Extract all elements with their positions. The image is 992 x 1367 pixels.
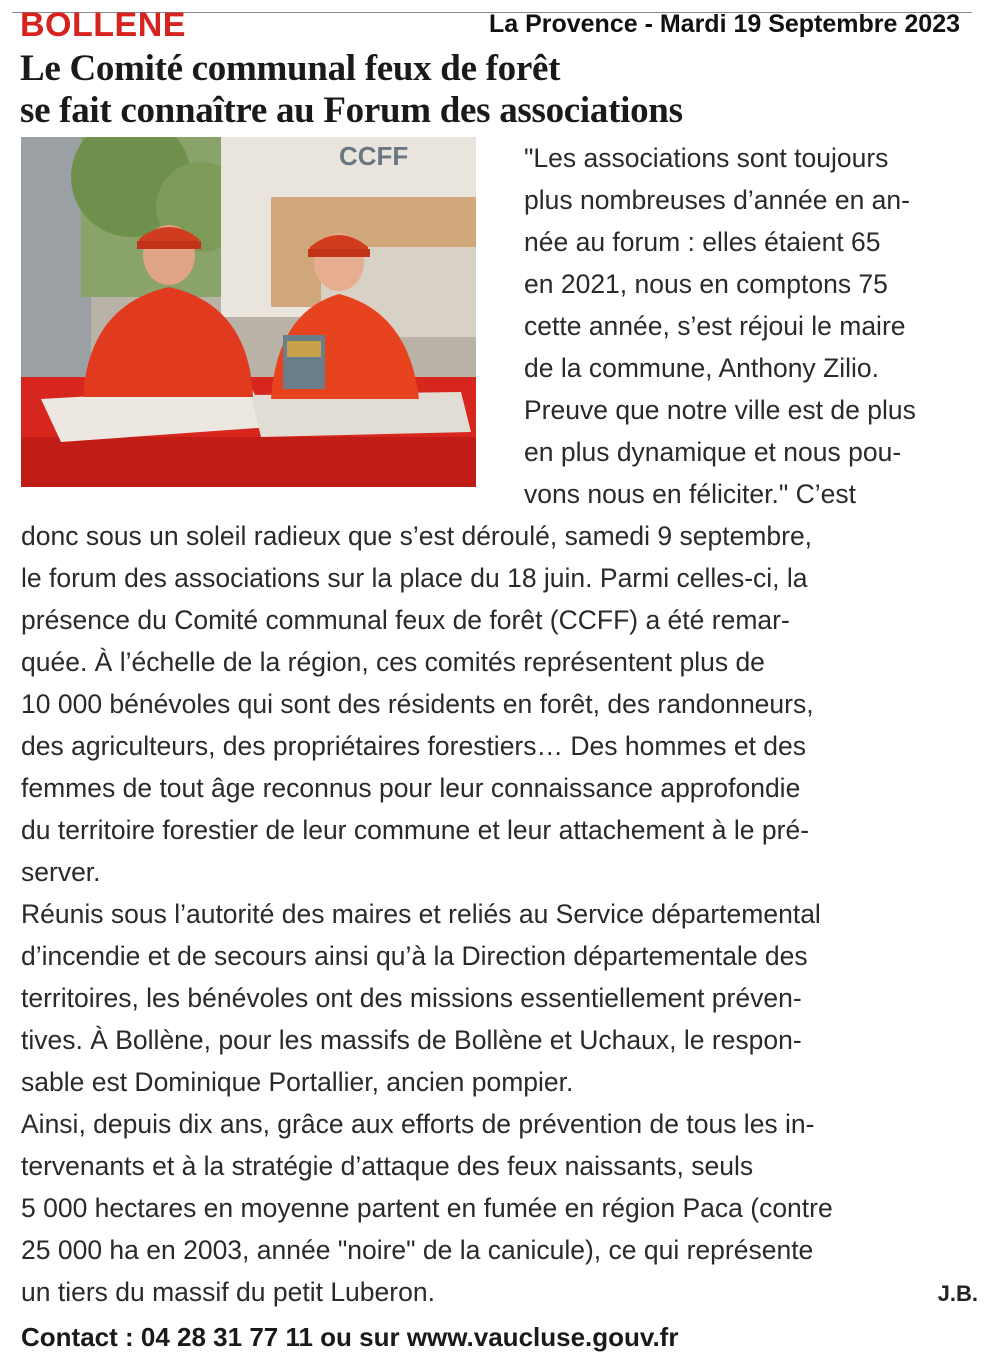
body-line: sable est Dominique Portallier, ancien pompier.: [21, 1067, 574, 1097]
body-line: présence du Comité communal feux de forêt (CCFF) a été remar-: [21, 605, 790, 635]
body-line: née au forum : elles étaient 65: [524, 227, 881, 257]
body-line: du territoire forestier de leur commune et leur attachement à le pré-: [21, 815, 810, 845]
body-line: cette année, s’est réjoui le maire: [524, 311, 906, 341]
body-line: vons nous en féliciter." C’est: [524, 479, 856, 509]
headline-line-2: se fait connaître au Forum des associations: [20, 90, 683, 131]
body-line: Preuve que notre ville est de plus: [524, 395, 916, 425]
body-line: femmes de tout âge reconnus pour leur connaissance approfondie: [21, 773, 801, 803]
body-line: territoires, les bénévoles ont des missions essentiellement préven-: [21, 983, 802, 1013]
body-line: des agriculteurs, des propriétaires forestiers… Des hommes et des: [21, 731, 807, 761]
body-line: Réunis sous l’autorité des maires et reliés au Service départemental: [21, 899, 821, 929]
body-line: 5 000 hectares en moyenne partent en fumée en région Paca (contre: [21, 1193, 833, 1223]
headline-line-1: Le Comité communal feux de forêt: [20, 48, 561, 89]
body-line: plus nombreuses d’année en an-: [524, 185, 910, 215]
body-line: d’incendie et de secours ainsi qu’à la Direction départementale des: [21, 941, 808, 971]
publication-source: La Provence - Mardi 19 Septembre 2023: [488, 10, 960, 38]
body-line: server.: [21, 857, 101, 887]
photo-banner-text: CCFF: [339, 141, 409, 171]
body-line: de la commune, Anthony Zilio.: [524, 353, 879, 383]
body-line: en 2021, nous en comptons 75: [524, 269, 888, 299]
body-line: un tiers du massif du petit Luberon.: [21, 1277, 435, 1307]
body-line: le forum des associations sur la place du 18 juin. Parmi celles-ci, la: [21, 563, 808, 593]
section-rubric: BOLLENE: [20, 6, 186, 44]
body-line: "Les associations sont toujours: [524, 143, 889, 173]
article-headline: [20, 48, 980, 132]
body-line: 10 000 bénévoles qui sont des résidents en forêt, des randonneurs,: [21, 689, 814, 719]
body-line: donc sous un soleil radieux que s’est déroulé, samedi 9 septembre,: [21, 521, 813, 551]
body-line: en plus dynamique et nous pou-: [524, 437, 902, 467]
body-line: Ainsi, depuis dix ans, grâce aux efforts de prévention de tous les in-: [21, 1109, 815, 1139]
body-line: tervenants et à la stratégie d’attaque des feux naissants, seuls: [21, 1151, 754, 1181]
body-line: quée. À l’échelle de la région, ces comités représentent plus de: [21, 647, 765, 677]
contact-line: Contact : 04 28 31 77 11 ou sur www.vaucluse.gouv.fr: [21, 1322, 679, 1352]
body-line: 25 000 ha en 2003, année "noire" de la canicule), ce qui représente: [21, 1235, 814, 1265]
author-signature: J.B.: [937, 1281, 978, 1306]
body-line: tives. À Bollène, pour les massifs de Bollène et Uchaux, le respon-: [21, 1025, 802, 1055]
article-body: [21, 137, 971, 1313]
